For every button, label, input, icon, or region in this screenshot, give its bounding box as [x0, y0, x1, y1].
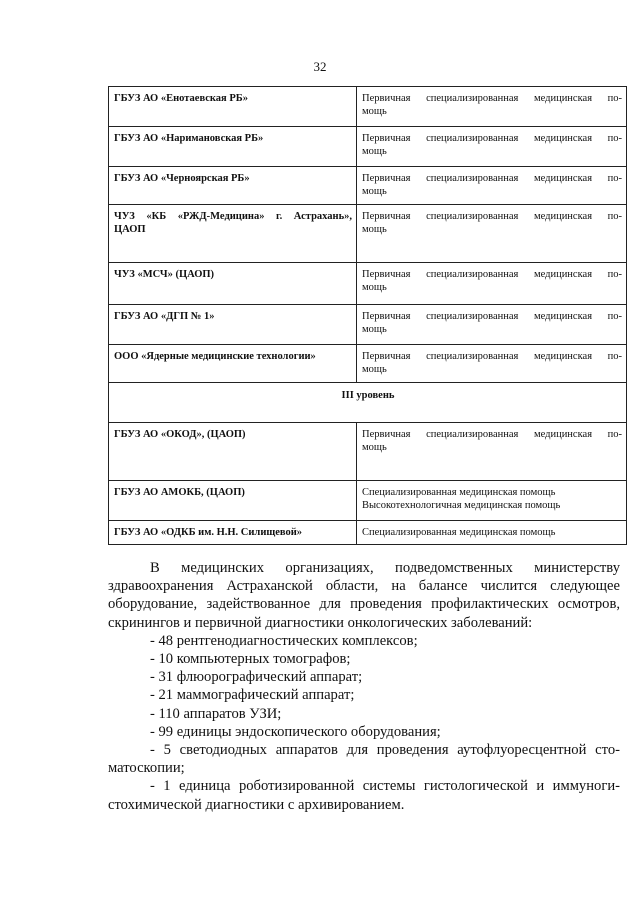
care-type: Первичная специализированная медицинская по- мощь [357, 205, 627, 263]
list-item: - 48 рентгенодиагностических комплексов; [150, 632, 418, 649]
table-row [109, 205, 627, 263]
list-item: - 31 флюорографический аппарат; [150, 669, 363, 686]
list-item: - 110 аппаратов УЗИ; [150, 705, 282, 722]
organizations-table [108, 86, 627, 545]
equipment-text [108, 559, 620, 814]
table-row [109, 167, 627, 205]
list-item: - 99 единицы эндоскопического оборудования; [150, 723, 441, 740]
list-item: - 10 компьютерных томографов; [150, 651, 351, 668]
care-type: Специализированная медицинская помощь Высокотехнологичная медицинская помощь [357, 481, 627, 521]
org-name: ЧУЗ «МСЧ» (ЦАОП) [109, 263, 357, 305]
org-name: ГБУЗ АО «ОДКБ им. Н.Н. Силищевой» [109, 521, 357, 545]
table-row [109, 521, 627, 545]
level-heading-row [109, 383, 627, 423]
page-number: 32 [313, 59, 327, 74]
care-type: Первичная специализированная медицинская по- мощь [357, 423, 627, 481]
org-name: ГБУЗ АО АМОКБ, (ЦАОП) [109, 481, 357, 521]
list-item-continuation: стохимической диагностики с архивированием. [108, 796, 405, 813]
org-name: ГБУЗ АО «ОКОД», (ЦАОП) [109, 423, 357, 481]
org-name: ООО «Ядерные медицинские технологии» [109, 345, 357, 383]
list-item: - 21 маммографический аппарат; [150, 687, 355, 704]
care-type: Первичная специализированная медицинская по- мощь [357, 345, 627, 383]
table-row [109, 423, 627, 481]
table-row [109, 481, 627, 521]
table-row [109, 127, 627, 167]
level-heading: III уровень [109, 383, 627, 423]
care-type: Специализированная медицинская помощь [357, 521, 627, 545]
care-type: Первичная специализированная медицинская по- мощь [357, 167, 627, 205]
org-name: ГБУЗ АО «Енотаевская РБ» [109, 87, 357, 127]
list-item: - 5 светодиодных аппаратов для проведения аутофлуоресцентной сто- [150, 742, 620, 759]
list-item: - 1 единица роботизированной системы гистологической и иммуноги- [150, 778, 620, 795]
org-name: ГБУЗ АО «Наримановская РБ» [109, 127, 357, 167]
org-name: ГБУЗ АО «Черноярская РБ» [109, 167, 357, 205]
org-name: ЧУЗ «КБ «РЖД-Медицина» г. Астрахань», ЦАОП [109, 205, 357, 263]
table-row [109, 87, 627, 127]
table-row [109, 305, 627, 345]
org-name: ГБУЗ АО «ДГП № 1» [109, 305, 357, 345]
list-item-continuation: матоскопии; [108, 760, 185, 777]
care-type: Первичная специализированная медицинская по- мощь [357, 305, 627, 345]
care-type: Первичная специализированная медицинская по- мощь [357, 127, 627, 167]
table-row [109, 263, 627, 305]
care-type: Первичная специализированная медицинская по- мощь [357, 263, 627, 305]
intro-paragraph: В медицинских организациях, подведомственных министерству здравоохранения Астраханской области, на балансе числится следующее оборудование, задействованное для проведения профилактических осмотров, скринингов и первичной диагностики онкологических заболеваний: [108, 560, 620, 631]
care-type: Первичная специализированная медицинская по- мощь [357, 87, 627, 127]
table-row [109, 345, 627, 383]
